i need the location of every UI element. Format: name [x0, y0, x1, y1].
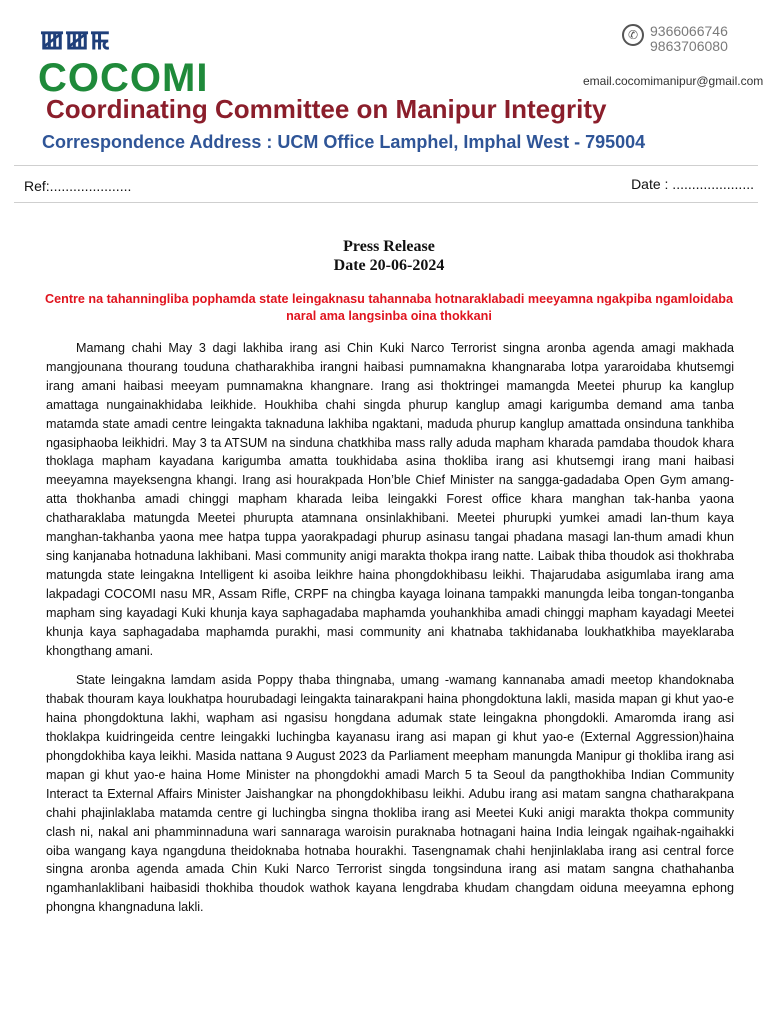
headline: Centre na tahanningliba pophamda state leingaknasu tahannaba hotnaraklabadi meeyamna ngakpiba ngamloidaba naral ama langsinba oina thokkani [45, 292, 733, 323]
ref-divider [14, 202, 758, 203]
phone-number-1: 9366066746 [650, 23, 728, 39]
org-short-name: COCOMI [38, 56, 209, 100]
date-field: Date : ..................... [631, 176, 754, 192]
script-logo: ꯀꯀꯃ [40, 26, 111, 56]
email-address: email.cocomimanipur@gmail.com [583, 74, 764, 88]
document-title: Press Release [343, 238, 435, 255]
phone-numbers [650, 24, 728, 54]
press-release-title-block [0, 237, 768, 275]
letterhead [0, 0, 768, 166]
header-divider [14, 165, 758, 166]
ref-field: Ref:..................... [24, 178, 132, 194]
correspondence-address: Correspondence Address : UCM Office Lamphel, Imphal West - 795004 [42, 132, 646, 152]
document-date: Date 20-06-2024 [333, 257, 445, 274]
paragraph: State leingakna lamdam asida Poppy thaba thingnaba, umang -wamang kannanaba amadi meetop khandoknaba thabak thouram kaya loukhatpa hourubadagi leingakta tainarakpani haina phongdoktuna lakli, masida mapan gi khut yao-e haina phongdoktuna lakhi, wapham asi ngasisu hongdana adumak state leingakna phongdokli. Amaromda irang asi thoklakpa kuidringeida centre leingakki luchingba kayanasu irang asi mapan gi khut yao-e (External Aggression)haina phongdokhiba kaya leikhi. Masida nattana 9 August 2023 da Parliament meepham manungda Manipur gi thokliba irang asi mapan gi khut yao-e haina Home Minister na phongdokhi amadi March 5 ta Seoul da pangthokhiba Indian Community Interact ta External Affairs Minister Jaishangkar na phongdokhibasu leikhi. Adubu irang asi matam sangna chatharakpana chahi phajinlaklaba matamda centre gi luchingba singna thokliba irang asi Meetei Kuki anigi marakta thokpa community clash ni, nakal ani phamminnaduna wari sannaraga waroisin puraknaba hotnagani haina India leingak ngaihak-ngaihakki oiba wangang kaya ngangduna theidoknaba hotnaba hourakhi. Tasengnamak chahi henjinlaklaba irang asi central force singna aronba agenda amada Chin Kuki Narco Terrorist singda tongsinduna irang asi matam sangna chathahanba ngamhanlaklibani haibasidi thokhiba thoudok wathok kayana lengdraba khudam changdam oiduna meeyamna ephong phongna khangnaduna lakli. [46, 673, 734, 915]
phone-number-2: 9863706080 [650, 38, 728, 54]
phone-icon: ✆ [622, 24, 644, 46]
org-full-name: Coordinating Committee on Manipur Integrity [46, 94, 607, 124]
body-text [46, 339, 734, 928]
paragraph: Mamang chahi May 3 dagi lakhiba irang asi Chin Kuki Narco Terrorist singna aronba agenda amagi makhada mangjounana thourang touduna chatharakhiba irangni haibasi pumnamakna khangnaraba lotpa yararoidaba khutsemgi irang amani haibasi meeyam pumnamakna khangnare. Irang asi thoktringei mamangda Meetei phurup ka kanglup amattaga nungainakhidaba leikhide. Houkhiba chahi singda phurup kanglup amagi karigumba demand ama tanba matamda state amadi centre leingakta taknaduna lakhiba ngaktani, maduda phurup kanglup amattada onsinduna tankhiba ngasiphaoba leikhidri. May 3 ta ATSUM na sinduna chatkhiba mass rally aduda mapham kharada pamdaba thoudok khara thoklaga mapham kayadana karigumba amatta toukhidaba asina thokliba irang asi khutsemgi irang mani haibasi meeyamna mayeksengna khangi. Irang asi hourakpada Hon’ble Chief Minister na sangga-gadadaba Open Gym amang-atta thokhanba amadi chinggi mapham kharada leiba leingakki Forest office khara manghan tak-hanba yaona chatharaklaba matungda Meetei phuruptа atamnana onsinlakhibani. Meetei phurupki yumkei amadi lan-thum kaya manghan-takhanba yaona mee hatpa tuppa yaorakpadagi phurup asinasu tangai phadana masagi lan-thum amadi khun sing kanjanaba hotnaduna lakhibani. Masi community anigi marakta thokpa irang natte. Laibak thiba thoudok asi thokhraba matungda state leingakna Intelligent ki asoiba leikhre haina phongdokhibasu leikhi. Thajarudaba asigumlaba irang ama lakpadagi COCOMI nasu MR, Assam Rifle, CRPF na chingba kayaga loinana tampakki manungda leiba tongan-tonganba mapham sing kayadagi Kuki khunja kaya saphagadaba maphamda youhankhiba amadi chinggi mapham kayadagi Meetei khunja kaya saphagadaba maphamda purakhi, masi community ani khatnaba takhidanaba loukhatkhiba mayeklaraba khongthang amani. [46, 341, 734, 658]
